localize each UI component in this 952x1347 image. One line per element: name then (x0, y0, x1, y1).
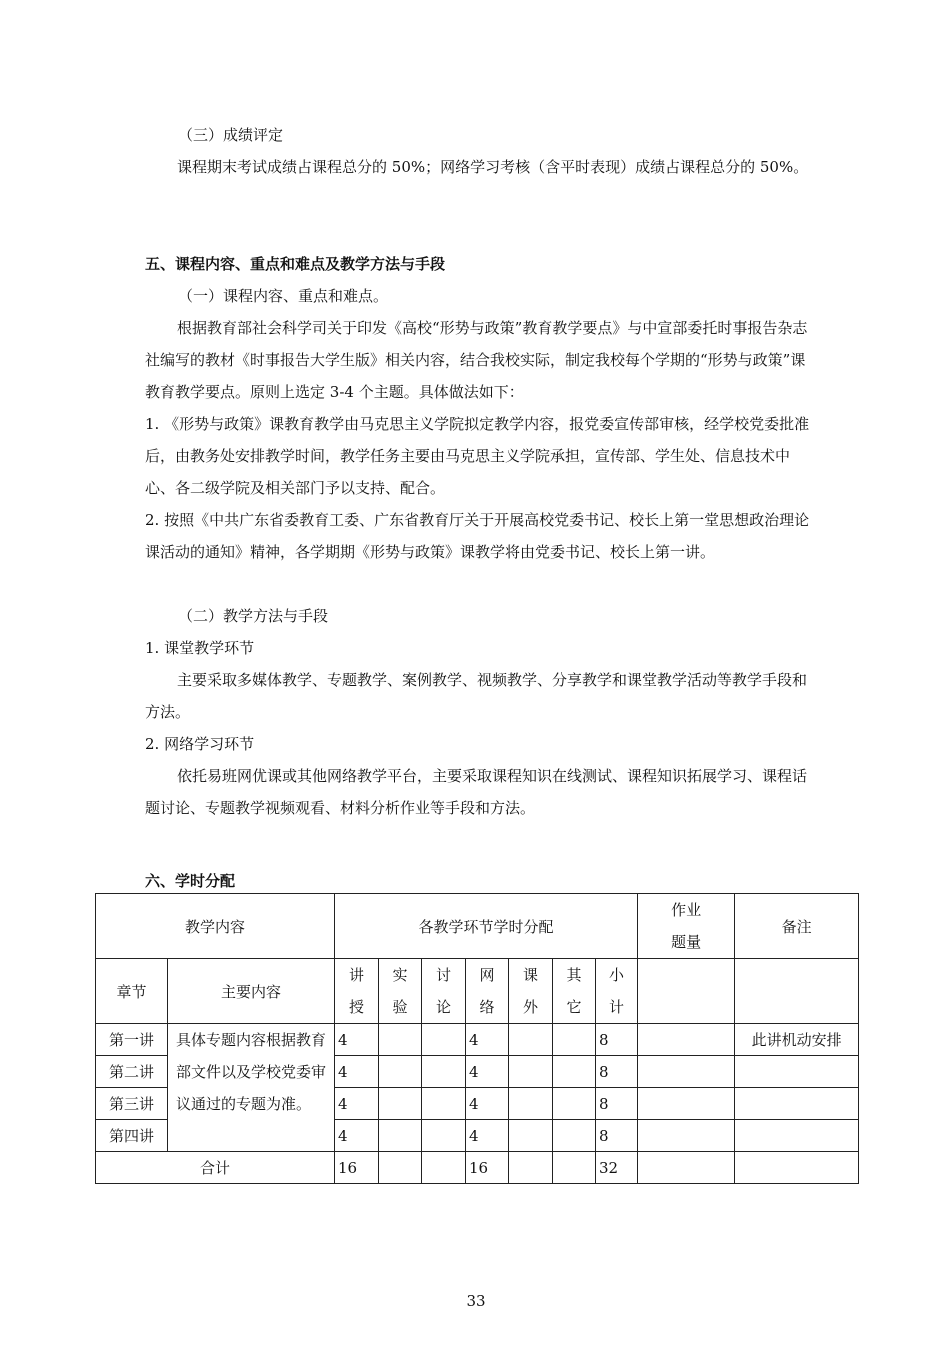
section5-title: 五、课程内容、重点和难点及教学方法与手段 (145, 255, 446, 273)
section6-title: 六、学时分配 (145, 872, 236, 890)
row-chapter: 第三讲 (96, 1088, 168, 1120)
row-lecture: 4 (335, 1024, 379, 1056)
row-remark (735, 1056, 859, 1088)
header-main-content: 主要内容 (168, 959, 335, 1024)
total-subtotal: 32 (596, 1152, 638, 1184)
header-homework-line1: 作业 (671, 901, 702, 919)
header-remark: 备注 (735, 894, 859, 959)
row-lecture: 4 (335, 1088, 379, 1120)
row-online: 4 (466, 1088, 509, 1120)
total-online: 16 (466, 1152, 509, 1184)
table-row (96, 1024, 859, 1056)
row-remark: 此讲机动安排 (735, 1024, 859, 1056)
row-lecture: 4 (335, 1056, 379, 1088)
header-homework (638, 894, 735, 959)
header-homework-line2: 题量 (671, 933, 702, 951)
header-chapter: 章节 (96, 959, 168, 1024)
header-hours-allocation: 各教学环节学时分配 (335, 894, 638, 959)
row-subtotal: 8 (596, 1120, 638, 1152)
section5-sub2: （二）教学方法与手段 (178, 607, 329, 625)
header-col-online: 网 络 (466, 959, 509, 1024)
row-remark (735, 1120, 859, 1152)
method1-title: 1. 课堂教学环节 (145, 639, 255, 657)
section5-item2: 2. 按照《中共广东省委教育工委、广东省教育厅关于开展高校党委书记、校长上第一堂思想政治理论课活动的通知》精神，各学期期《形势与政策》课教学将由党委书记、校长上第一讲。 (145, 511, 810, 561)
row-chapter: 第四讲 (96, 1120, 168, 1152)
header-teaching-content: 教学内容 (96, 894, 335, 959)
row-subtotal: 8 (596, 1024, 638, 1056)
header-col-subtotal: 小 计 (596, 959, 638, 1024)
row-online: 4 (466, 1120, 509, 1152)
row-chapter: 第二讲 (96, 1056, 168, 1088)
row-online: 4 (466, 1024, 509, 1056)
row-subtotal: 8 (596, 1088, 638, 1120)
section5-sub1: （一）课程内容、重点和难点。 (178, 287, 389, 305)
row-lecture: 4 (335, 1120, 379, 1152)
row-remark (735, 1088, 859, 1120)
main-content-cell: 具体专题内容根据教育部文件以及学校党委审议通过的专题为准。 (168, 1024, 335, 1152)
total-lecture: 16 (335, 1152, 379, 1184)
total-row (96, 1152, 859, 1184)
total-label: 合计 (96, 1152, 335, 1184)
method2-body: 依托易班网优课或其他网络教学平台，主要采取课程知识在线测试、课程知识拓展学习、课程话题讨论、专题教学视频观看、材料分析作业等手段和方法。 (145, 767, 808, 817)
header-homework-empty (638, 959, 735, 1024)
grading-heading: （三）成绩评定 (178, 126, 284, 144)
section5-para1: 根据教育部社会科学司关于印发《高校“形势与政策”教育教学要点》与中宣部委托时事报告杂志社编写的教材《时事报告大学生版》相关内容，结合我校实际，制定我校每个学期的“形势与政策”课教育教学要点。原则上选定 3-4 个主题。具体做法如下： (145, 319, 808, 401)
row-chapter: 第一讲 (96, 1024, 168, 1056)
header-col-extracurricular: 课 外 (509, 959, 553, 1024)
page-number: 33 (466, 1292, 486, 1310)
method1-body: 主要采取多媒体教学、专题教学、案例教学、视频教学、分享教学和课堂教学活动等教学手段和方法。 (145, 671, 808, 721)
hours-allocation-table (95, 893, 859, 1184)
grading-paragraph: 课程期末考试成绩占课程总分的 50%；网络学习考核（含平时表现）成绩占课程总分的 50%。 (177, 158, 809, 176)
row-subtotal: 8 (596, 1056, 638, 1088)
header-col-lecture: 讲 授 (335, 959, 379, 1024)
header-col-discussion: 讨 论 (422, 959, 466, 1024)
section5-item1: 1. 《形势与政策》课教育教学由马克思主义学院拟定教学内容，报党委宣传部审核，经学校党委批准后，由教务处安排教学时间，教学任务主要由马克思主义学院承担，宣传部、学生处、信息技术中心、各二级学院及相关部门予以支持、配合。 (145, 415, 810, 497)
header-col-experiment: 实 验 (379, 959, 422, 1024)
row-online: 4 (466, 1056, 509, 1088)
header-remark-empty (735, 959, 859, 1024)
header-col-other: 其 它 (553, 959, 596, 1024)
method2-title: 2. 网络学习环节 (145, 735, 255, 753)
